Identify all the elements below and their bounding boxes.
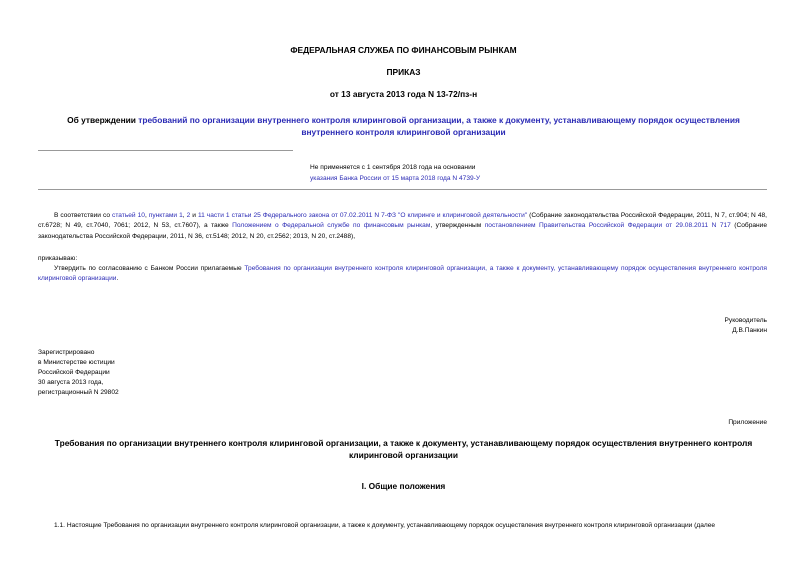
preamble-text: , утвержденным <box>430 222 485 230</box>
divider <box>38 189 767 190</box>
approve-paragraph <box>38 264 767 285</box>
approve-text: . <box>116 275 119 283</box>
preamble-text: , <box>144 212 149 219</box>
signature-block <box>725 316 767 336</box>
document-type: ПРИКАЗ <box>386 67 421 77</box>
preamble-link[interactable]: постановлением Правительства Российской Федерации от 29.08.2011 N 717 <box>484 222 731 230</box>
requirements-link[interactable]: Требования по организации внутреннего контроля клиринговой организации, а также к документу, устанавливающему порядок осуществления внутреннего контроля клиринговой организации <box>38 265 768 283</box>
preamble-link[interactable]: пунктами 1 <box>148 212 183 219</box>
registration-line: Зарегистрировано <box>38 349 95 356</box>
document-date-number: от 13 августа 2013 года N 13-72/пз-н <box>329 89 478 99</box>
agency-name: ФЕДЕРАЛЬНАЯ СЛУЖБА ПО ФИНАНСОВЫМ РЫНКАМ <box>290 45 517 55</box>
registration-line: регистрационный N 29802 <box>38 389 119 396</box>
preamble-link[interactable]: 11 части 1 статьи 25 Федерального закона от 07.02.2011 N 7-ФЗ "О клиринге и клиринговой деятельности" <box>197 212 528 219</box>
status-note-link[interactable]: указания Банка России от 15 марта 2018 года N 4739-У <box>310 175 481 182</box>
title-link[interactable]: требований по организации внутреннего контроля клиринговой организации, а также к документу, устанавливающему порядок осуществления внутреннего контроля клиринговой организации <box>138 115 740 137</box>
preamble-text: (Собрание законодательства Российской Федерации, 2011, N 7, ст.904; N 48, ст.6728; N 49, ст.7040, 7061; 2012, N 53, ст.7607), а также <box>38 212 767 230</box>
requirements-title: Требования по организации внутреннего контроля клиринговой организации, а также к документу, устанавливающему порядок осуществления внутреннего контроля клиринговой организации <box>54 438 753 460</box>
preamble-text: В соответствии со <box>54 212 113 219</box>
status-note-text: Не применяется с 1 сентября 2018 года на основании <box>310 164 476 171</box>
registration-line: Российской Федерации <box>38 369 110 376</box>
section-title: I. Общие положения <box>361 481 446 491</box>
signatory-position: Руководитель <box>724 317 767 324</box>
registration-block <box>38 348 119 398</box>
title-prefix: Об утверждении <box>67 115 139 125</box>
clause-1-1: 1.1. Настоящие Требования по организации внутреннего контроля клиринговой организации, а также к документу, устанавливающему порядок осуществления внутреннего контроля клиринговой организации (далее <box>54 522 716 529</box>
preamble-text: , <box>182 212 187 219</box>
preamble-link[interactable]: 2 <box>186 212 191 219</box>
approve-text: Утвердить по согласованию с Банком России прилагаемые <box>54 265 245 272</box>
document-title <box>40 114 767 138</box>
registration-line: в Министерстве юстиции <box>38 359 115 366</box>
registration-line: 30 августа 2013 года, <box>38 379 104 386</box>
preamble-paragraph <box>38 211 767 242</box>
preamble-link[interactable]: Положением о Федеральной службе по финансовым рынкам <box>232 222 431 230</box>
signatory-name: Д.В.Панкин <box>732 327 767 334</box>
order-word: приказываю: <box>38 255 78 262</box>
preamble-text: и <box>190 212 198 219</box>
appendix-label: Приложение <box>728 419 767 426</box>
preamble-text: (Собрание законодательства Российской Федерации, 2011, N 36, ст.5148; 2012, N 20, ст.2562; 2013, N 20, ст.2488), <box>38 222 768 240</box>
status-note <box>310 163 510 184</box>
divider <box>38 150 293 151</box>
preamble-link[interactable]: статьей 10 <box>112 212 145 219</box>
